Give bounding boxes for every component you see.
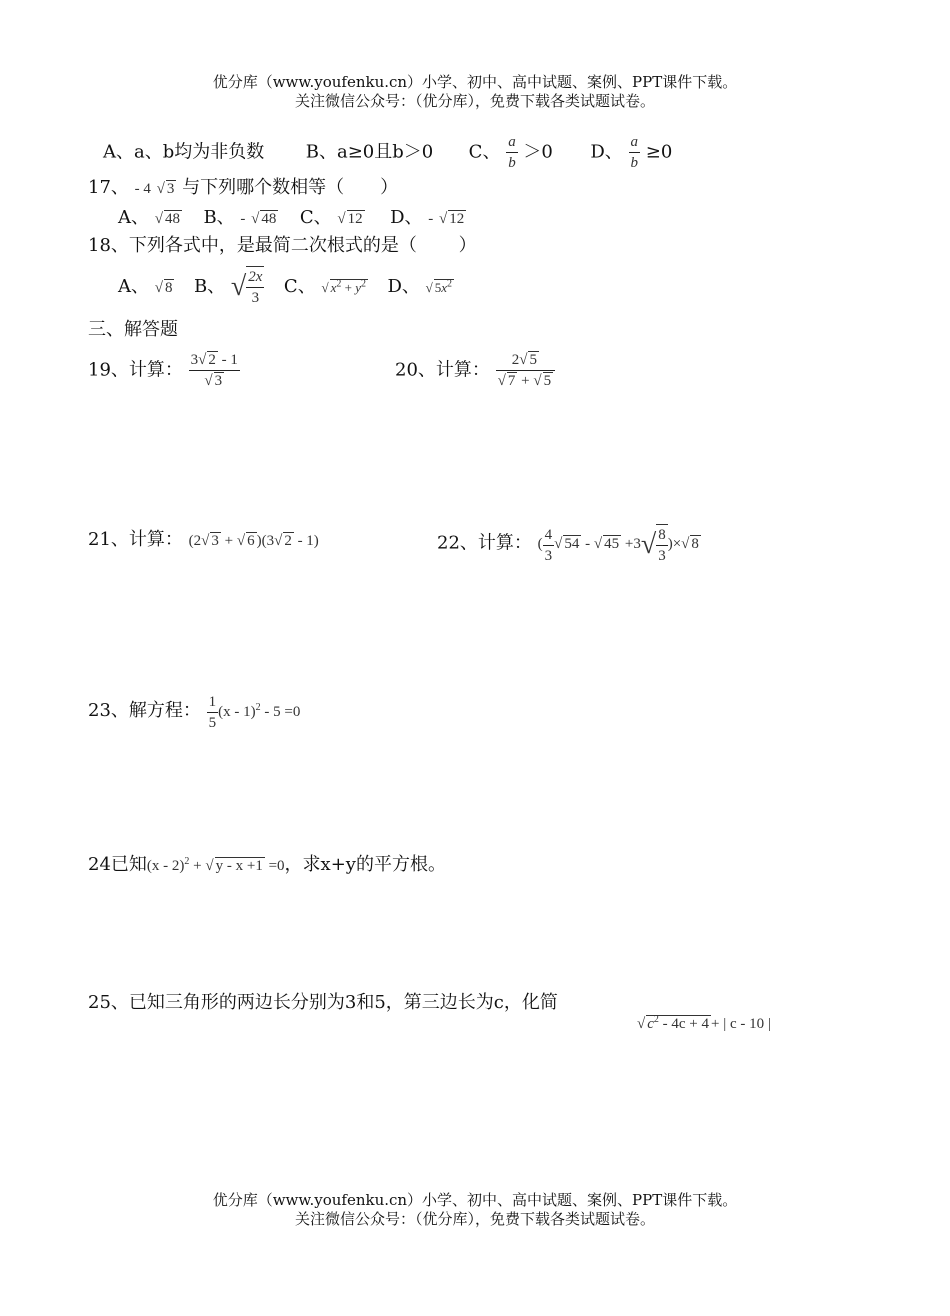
q25-tail: + | c - 10 |: [711, 1016, 771, 1032]
q23-fraction: [207, 692, 219, 733]
q18-d-x: x: [441, 280, 448, 295]
q16-option-b: B、a≥0且b＞0: [305, 141, 434, 163]
q18-b-denominator: 3: [251, 290, 260, 306]
q23-frac-num: 1: [207, 692, 219, 713]
q25-c: c: [647, 1016, 654, 1032]
q16-option-c-tail: ＞0: [523, 141, 553, 163]
q18-c-x: x: [330, 280, 337, 295]
q24-expression: (x - 2)$^2$ + √ y - x +1 =0: [146, 856, 285, 874]
footer-line-1: 优分库（www.youfenku.cn）小学、初中、高中试题、案例、PPT课件下载。: [212, 1191, 738, 1209]
q22-radicand-1: 54: [564, 536, 580, 553]
q17-b-radicand: 48: [261, 211, 277, 227]
q22-radicand-3: 8: [691, 536, 699, 553]
q20-den-radicand-2: 5: [543, 373, 552, 389]
q17-c-sqrt: √ 12: [337, 211, 363, 227]
q17-label: 17、: [88, 177, 129, 198]
q24: [88, 850, 446, 878]
q17-d-sqrt: √ 12: [438, 211, 465, 227]
q18-options: [118, 266, 454, 308]
q18-d-exp: 2: [447, 278, 453, 290]
q16-option-c-fraction: [506, 132, 518, 173]
q16-option-d-label: D、: [590, 141, 623, 163]
q20-den-plus: +: [517, 373, 534, 389]
q24-radicand: y - x +1: [215, 858, 263, 874]
q21-part-2: )(3: [256, 533, 275, 549]
q24-term-1: (x - 2): [146, 858, 185, 874]
q17-minus: - 4: [134, 181, 151, 197]
q22-frac-num: 4: [543, 525, 555, 546]
q23-frac-den: 5: [208, 715, 217, 731]
q16-options: [103, 132, 672, 173]
q18-b-numerator: 2x: [246, 267, 264, 288]
q18-d-coef: 5: [434, 280, 442, 295]
q22-close-paren: ): [667, 536, 673, 553]
q17-b-minus: -: [240, 211, 246, 227]
page-header: [0, 73, 950, 111]
q19-num-tail: - 1: [217, 352, 238, 368]
q19-fraction: $\frac{3√ 2 - 1}{√ 3}$: [190, 352, 238, 389]
q24-plus: +: [189, 858, 206, 874]
q22-frac-den: 3: [544, 547, 553, 564]
q17-a-radicand: 48: [164, 211, 180, 227]
q24-equals: =0: [264, 858, 285, 874]
q18-d-label: D、: [387, 276, 420, 297]
q25-exp: 2: [653, 1014, 659, 1025]
q20-den-radicand-1: 7: [507, 373, 516, 389]
q17-a-label: A、: [118, 207, 149, 228]
q20-fraction: $\frac{2√ 5}{√ 7 + √ 5}$: [496, 350, 555, 391]
q19-num-radicand: 2: [208, 352, 216, 368]
q21-part-1: (2: [188, 533, 202, 549]
q16-option-a: A、a、b均为非负数: [103, 141, 265, 163]
q24-exp: 2: [184, 856, 190, 867]
q23-expression: [207, 694, 301, 731]
q16-d-numerator: a: [629, 132, 641, 153]
q22-plus: +3: [621, 536, 641, 553]
q16-c-numerator: a: [506, 132, 518, 153]
q17-c-radicand: 12: [347, 211, 363, 227]
q25: [88, 991, 558, 1015]
q21-tail: - 1): [293, 533, 319, 549]
page-footer: [0, 1191, 950, 1229]
q18-c-y: y: [355, 280, 361, 295]
q22-open-paren: (: [537, 536, 543, 553]
q23-exp: 2: [255, 701, 261, 713]
q22-minus: -: [581, 536, 594, 553]
q21: [88, 528, 319, 553]
q22-times: ×: [672, 536, 682, 553]
q22-label: 22、计算：: [437, 532, 532, 554]
q21-radicand-2: 6: [247, 533, 255, 549]
q23-label: 23、解方程：: [88, 699, 201, 721]
q21-plus: +: [220, 533, 237, 549]
q17-c-label: C、: [299, 207, 332, 228]
q17-tail: 与下列哪个数相等（ ）: [182, 177, 399, 198]
q18-a-sqrt: √ 8: [154, 280, 173, 296]
q22: [437, 524, 701, 566]
q21-expression: (2√ 3 + √ 6 )(3√ 2 - 1): [188, 533, 319, 549]
q19-label: 19、计算：: [88, 359, 183, 381]
q16-d-denominator: b: [630, 155, 639, 171]
q18-question: 18、下列各式中，是最简二次根式的是（ ）: [88, 235, 477, 256]
q18-b-sqrt: √ $\frac{2x}{3}$: [231, 266, 265, 308]
q17-d-minus: -: [428, 211, 434, 227]
footer-line-2: 关注微信公众号：（优分库），免费下载各类试题试卷。: [294, 1210, 655, 1228]
q23: [88, 692, 300, 733]
q17-question: [88, 176, 398, 201]
q24-tail: ，求x+y的平方根。: [284, 854, 446, 875]
q21-label: 21、计算：: [88, 529, 183, 550]
q22-fraction: [543, 525, 555, 566]
q17-b-sqrt: √ 48: [251, 211, 277, 227]
q18-c-label: C、: [283, 276, 316, 297]
header-line-1: 优分库（www.youfenku.cn）小学、初中、高中试题、案例、PPT课件下载。: [212, 73, 738, 91]
q18-a-label: A、: [118, 276, 149, 297]
q18-c-x-exp: 2: [336, 278, 342, 290]
q16-c-denominator: b: [508, 155, 516, 171]
q18-b-label: B、: [193, 276, 226, 297]
q22-radicand-2: 45: [604, 536, 620, 553]
q20-label: 20、计算：: [395, 359, 490, 381]
q21-radicand-3: 2: [284, 533, 292, 549]
q20: [395, 350, 555, 391]
q17-radicand: 3: [166, 181, 175, 197]
q17-d-radicand: 12: [449, 211, 465, 227]
q19-den-radicand: 3: [214, 373, 223, 389]
header-line-2: 关注微信公众号：（优分库），免费下载各类试题试卷。: [294, 92, 655, 110]
q20-num-radicand: 5: [529, 352, 537, 368]
q18-c-y-exp: 2: [360, 278, 366, 290]
q21-radicand-1: 3: [211, 533, 219, 549]
q23-body: (x - 1): [218, 703, 256, 720]
q23-tail: - 5 =0: [260, 703, 301, 720]
q18-b-fraction: [246, 267, 264, 308]
q17-b-label: B、: [203, 207, 235, 228]
q22-sqrt-frac-num: 8: [656, 525, 668, 546]
section-3-title: 三、解答题: [88, 319, 178, 340]
q18-c-plus: +: [341, 280, 356, 295]
q16-option-d-tail: ≥0: [645, 141, 673, 163]
q17-options: [118, 206, 466, 231]
q24-label: 24已知: [88, 854, 147, 875]
q16-option-d-fraction: [629, 132, 641, 173]
q25-radicand-rest: - 4c + 4: [658, 1016, 710, 1032]
q18-d-sqrt: √ $5x^2$: [425, 278, 453, 295]
q19: [88, 350, 240, 391]
q17-d-label: D、: [390, 207, 423, 228]
q19-num-coef: 3: [190, 352, 199, 368]
q22-big-sqrt: √ $\frac{8}{3}$: [641, 524, 668, 566]
q17-a-sqrt: √ 48: [154, 211, 180, 227]
q25-text: 25、已知三角形的两边长分别为3和5，第三边长为c，化简: [88, 992, 558, 1013]
q18-c-sqrt: √ $x^2 + y^2$: [321, 278, 366, 295]
q18-a-radicand: 8: [164, 280, 173, 296]
q17-sqrt: √ 3: [156, 181, 175, 197]
q25-expression: √ $c^2 - 4c + 4$ + | c - 10 |: [637, 1014, 771, 1032]
q22-expression: ( $\frac{4}{3}$ √ 54 - √ 45 +3√ $\frac{8}{3}$ )×√ 8: [538, 536, 701, 552]
q16-option-c-label: C、: [468, 141, 501, 163]
q22-sqrt-frac-den: 3: [658, 548, 666, 564]
q20-num-coef: 2: [511, 352, 520, 368]
